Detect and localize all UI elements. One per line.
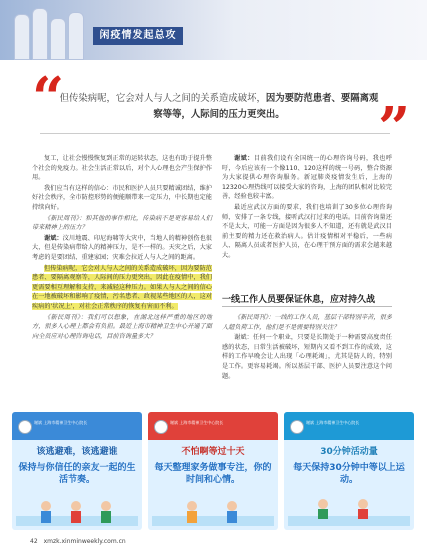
poster-title: 30分钟活动量 xyxy=(320,447,378,457)
poster-title: 该逃避难，该逃避谁 xyxy=(36,447,118,457)
header-banner xyxy=(0,0,427,60)
poster-body: 每天保持30分钟中等以上运动。 xyxy=(293,463,405,485)
poster-header: 谢斌 上海市精神卫生中心院长 xyxy=(148,412,278,440)
highlighted-paragraph: 但传染病呢，它会对人与人之间的关系造成破坏，因为要防范患者、要隔离观察等，人际间的压力更突出，因此在疫情中，我们更需要相互理解和支持，来减轻这种压力。如果人与人之间的信心在一地被破坏和影响了疫情，污名患者、政视某些地区的人，这对疾病的'状况上'，对社会正常秩序的恢复有害而不利。 xyxy=(32,264,212,310)
logo-icon xyxy=(154,420,168,434)
paragraph: 谢斌：任何一个职业，只要是长期处于一种需要高度责任感的状态，日常生活被破坏，短期内又看不到工作的成效，这样的工作早晚会让人出现「心理耗竭」，尤其是防人的，特别是工作。更容易耗竭。所以基层干部、医护人员要注意这个问题。 xyxy=(222,334,392,380)
question: 《新民周刊》：一线的工作人员，基层干部特别辛苦，很多人超负荷工作，他们是不是需要特别关注？ xyxy=(222,314,392,331)
poster-header: 谢斌 上海市精神卫生中心院长 xyxy=(12,412,142,440)
exercise-illustration-icon xyxy=(288,496,410,526)
answer: 谢斌：汶川地震、印尼海啸等大灾中，当地人的精神创伤也很大，但是传染病带给人的精神压力，是不一样的。天灾之后，大家考虑的是要团结、重建家园；灾难会拉近人与人之间的距离。 xyxy=(32,234,212,261)
medical-staff-figure xyxy=(50,18,66,60)
pull-quote-text: 但传染病呢，它会对人与人之间的关系造成破坏， xyxy=(59,93,266,104)
answer: 谢斌：目前我们设有全国统一的心理咨询号码，我也呼吁，今后应该有一个像110、120这样的统一号码，整合资源为大家提供心理咨询服务。新冠肺炎疫情发生后，上海的12320心理热线可以接受大家的咨询，上海的团队相对比较完善，经验也较丰富。 xyxy=(222,155,393,201)
open-quote-mark: “ xyxy=(32,65,65,131)
pull-quote xyxy=(56,91,382,123)
site-url: xmzk.xinminweekly.com.cn xyxy=(43,538,126,545)
pull-quote-highlight: 因为要防范患者、要隔离观察等等，人际间的压力更突出。 xyxy=(153,93,379,120)
logo-icon xyxy=(290,420,304,434)
page-number: 42 xyxy=(30,538,38,545)
poster-header: 谢斌 上海市精神卫生中心院长 xyxy=(284,412,414,440)
poster-body: 保持与你信任的亲友一起的生活节奏。 xyxy=(18,463,136,485)
section-tag: 闲疫情发起总攻 xyxy=(93,27,183,45)
section-heading: 一线工作人员要保证休息，应对持久战 xyxy=(222,295,376,305)
logo-icon xyxy=(18,420,32,434)
paragraph: 最近应武汉方面的要求，我们也培训了30多位心理咨询师，安排了一条专线，接听武汉打过来的电话。目前咨询量还不是太大，可能一方面是因为很多人不知道，还有就是武汉目前主要的精力还在救治病人。估计疫情相对平稳后，一些病人、隔离人员或者医护人员，在心理干预方面的需求会越来越大。 xyxy=(222,203,392,259)
poster-2 xyxy=(148,412,278,530)
divider xyxy=(40,133,390,134)
question: 《新民周刊》：我们可以想象，在湖北这样严重的地区的地方，很多人心理上都会有负担。最近上海市精神卫生中心开通了面向全员应对心理咨询电话，目前咨询量多大？ xyxy=(32,313,212,340)
medical-staff-figure xyxy=(14,14,30,60)
divider xyxy=(222,306,392,307)
people-illustration-icon xyxy=(16,496,138,526)
left-column xyxy=(32,154,212,342)
poster-title: 不怕啊等过十天 xyxy=(181,447,245,457)
close-quote-mark: ” xyxy=(378,95,411,161)
paragraph: 复工，让社会慢慢恢复到正常的运转状态，这也有助于提升整个社会的免疫力。社会生活正常以后，对个人心理也会产生保护作用。 xyxy=(32,155,212,182)
medical-staff-figure xyxy=(32,8,48,60)
page-footer xyxy=(30,538,126,545)
poster-3 xyxy=(284,412,414,530)
poster-body: 每天整理家务做事专注，你的时间和心情。 xyxy=(154,463,272,485)
medical-staff-figure xyxy=(68,12,84,60)
poster-1 xyxy=(12,412,142,530)
question: 《新民周刊》：和其他的事件相比，传染病不是更容易给人们带来精神上的压力？ xyxy=(32,214,212,232)
right-column-bottom xyxy=(222,313,392,382)
people-illustration-icon xyxy=(152,496,274,526)
paragraph: 我们应当有这样的信心：市民和医护人员只要精诚团结，维护好社会秩序，全市防控形势的便能顺带来一定压力，中长期也定能持续向好。 xyxy=(32,184,212,211)
right-column-top xyxy=(222,154,392,262)
